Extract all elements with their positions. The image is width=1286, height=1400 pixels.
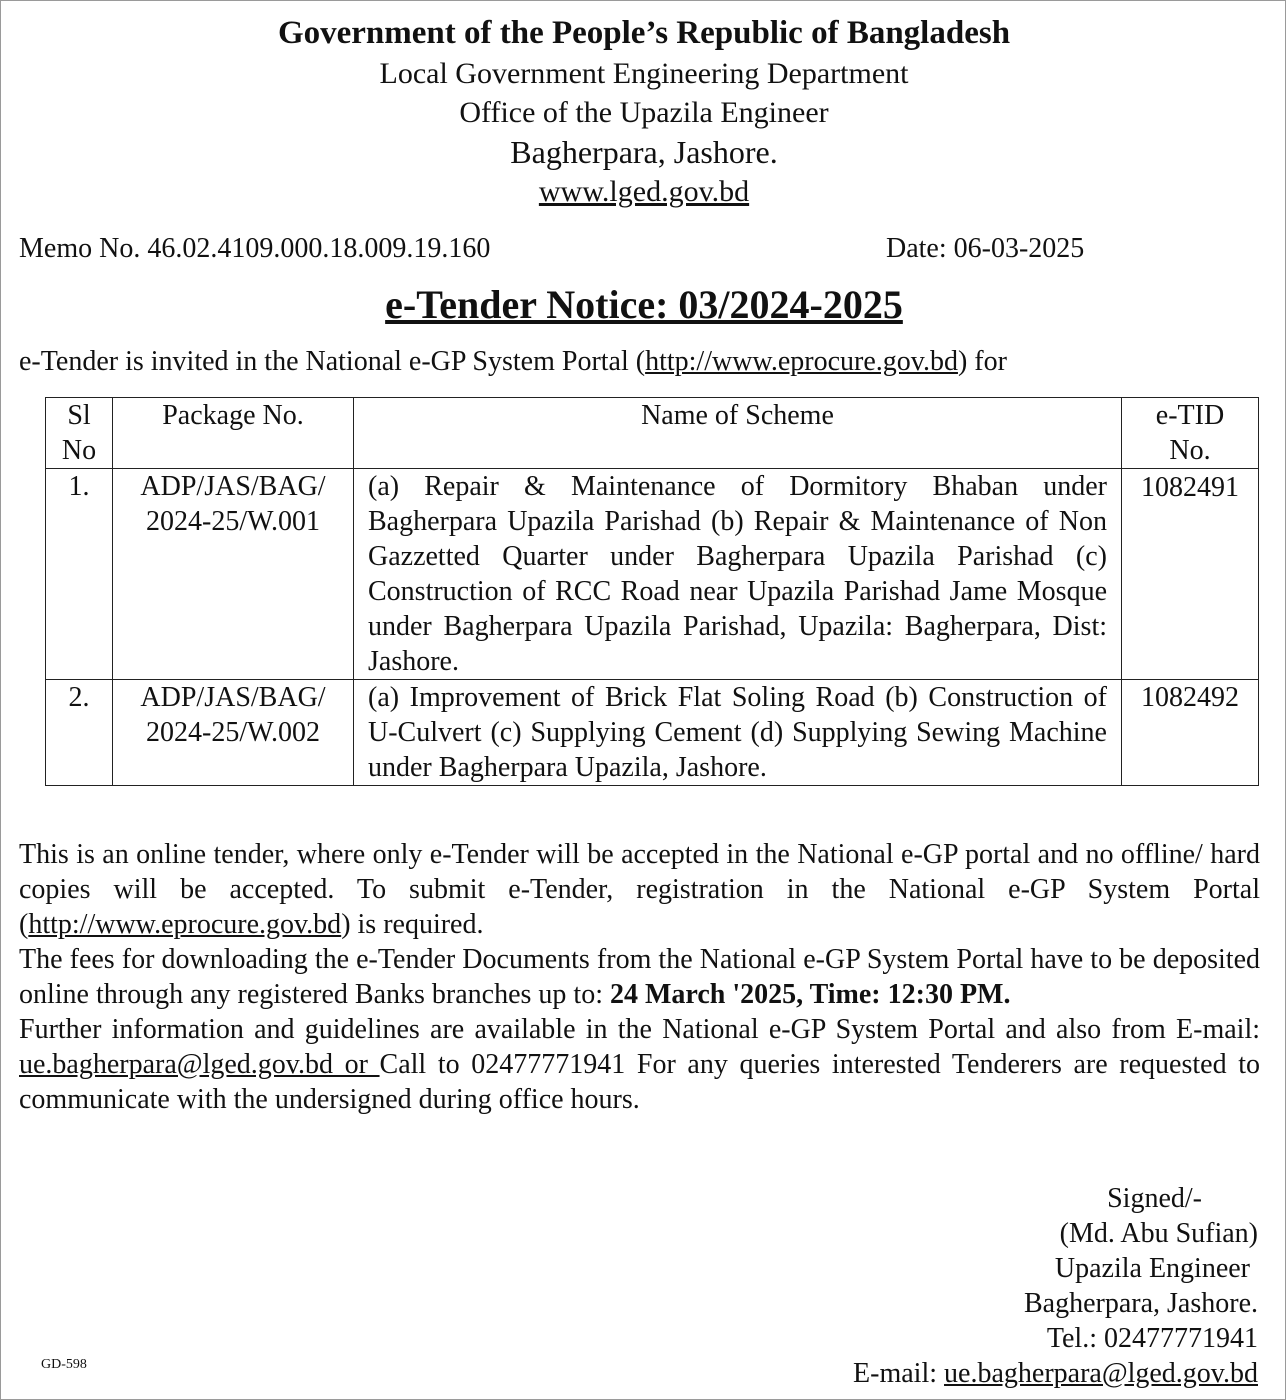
table-header-row: [46, 398, 1259, 469]
signature-email-link[interactable]: ue.bagherpara@lged.gov.bd: [944, 1358, 1258, 1389]
header-website-link[interactable]: www.lged.gov.bd: [538, 175, 750, 208]
signature-email-row: [853, 1356, 1258, 1391]
header-tid: e-TID No.: [1122, 398, 1259, 469]
notice-title-row: [1, 281, 1286, 328]
deadline-text: 24 March '2025, Time: 12:30 PM.: [609, 979, 1011, 1010]
table-row: [46, 469, 1259, 680]
header-package: Package No.: [113, 398, 354, 469]
signature-signed: Signed/-: [1107, 1183, 1202, 1214]
invite-prefix: e-Tender is invited in the National e-GP System Portal (: [19, 346, 646, 377]
body-eprocure-link[interactable]: http://www.eprocure.gov.bd: [28, 909, 342, 940]
row-tid-value: 1082491: [1141, 472, 1239, 503]
header-government: Government of the People’s Republic of Bangladesh: [277, 15, 1011, 51]
header-sl: Sl No: [46, 398, 113, 469]
invite-line: [19, 346, 1007, 378]
row-package-line2: 2024-25/W.001: [146, 506, 320, 537]
row-tid: [1122, 469, 1259, 680]
memo-date: Date: 06-03-2025: [886, 233, 1085, 264]
body-paragraph-info: [19, 1012, 1260, 1117]
memo-number: Memo No. 46.02.4109.000.18.009.19.160: [19, 233, 491, 264]
tender-table: [45, 397, 1259, 786]
row-package-line1: ADP/JAS/BAG/: [140, 682, 326, 713]
body-p2-text: The fees for downloading the e-Tender Documents from the National e-GP System Portal have to be deposited online through any registered Banks branches up to:: [19, 944, 1260, 1010]
row-scheme: (a) Repair & Maintenance of Dormitory Bhaban under Bagherpara Upazila Parishad (b) Repair & Maintenance of Non Gazzetted Quarter under Bagherpara Upazila Parishad (c) Construction of RCC Road near Upazila Parishad Jame Mosque under Bagherpara Upazila Parishad, Upazila: Bagherpara, Dist: Jashore.: [354, 469, 1122, 680]
row-sl: 2.: [46, 680, 113, 786]
header-department: Local Government Engineering Department: [379, 57, 909, 90]
body-paragraph-fees: [19, 942, 1260, 1012]
invite-suffix: ) for: [957, 346, 1007, 377]
row-tid: 1082492: [1122, 680, 1259, 786]
body-p1-text: This is an online tender, where only e-Tender will be accepted in the National e-GP portal and no offline/ hard copies will be accepted. To submit e-Tender, registration in the National e-GP System Portal (: [19, 839, 1260, 940]
body-email-link[interactable]: ue.bagherpara@lged.gov.bd or: [19, 1049, 380, 1080]
body-p3-end: Call to 02477771941 For any queries interested Tenderers are requested to communicate with the undersigned during office hours.: [19, 1049, 1260, 1115]
row-package: [113, 469, 354, 680]
signature-designation: Upazila Engineer: [1054, 1253, 1250, 1284]
header-website-row: [1, 175, 1286, 209]
eprocure-link[interactable]: http://www.eprocure.gov.bd: [645, 346, 958, 377]
table-row: [46, 680, 1259, 786]
row-sl: 1.: [46, 469, 113, 680]
signature-place: Bagherpara, Jashore.: [1023, 1288, 1258, 1319]
header-scheme: Name of Scheme: [354, 398, 1122, 469]
header-office: Office of the Upazila Engineer: [459, 96, 829, 129]
row-package-line2: 2024-25/W.002: [146, 717, 320, 748]
row-scheme: (a) Improvement of Brick Flat Soling Road (b) Construction of U-Culvert (c) Supplying Cement (d) Supplying Sewing Machine under Bagherpara Upazila, Jashore.: [354, 680, 1122, 786]
footer-code: GD-598: [41, 1357, 87, 1372]
row-package: [113, 680, 354, 786]
signature-tel: Tel.: 02477771941: [1046, 1323, 1258, 1354]
signature-block: [853, 1181, 1258, 1391]
body-paragraph-online: [19, 837, 1260, 942]
notice-body: [19, 837, 1260, 1117]
signature-email-label: E-mail:: [853, 1358, 945, 1389]
body-p3-text: Further information and guidelines are available in the National e-GP System Portal and also from E-mail:: [19, 1014, 1260, 1045]
signature-name: (Md. Abu Sufian): [1059, 1218, 1258, 1249]
body-p1-end: ) is required.: [341, 909, 484, 940]
header-location: Bagherpara, Jashore.: [510, 134, 778, 170]
notice-title: e-Tender Notice: 03/2024-2025: [385, 282, 903, 327]
row-package-line1: ADP/JAS/BAG/: [140, 471, 326, 502]
